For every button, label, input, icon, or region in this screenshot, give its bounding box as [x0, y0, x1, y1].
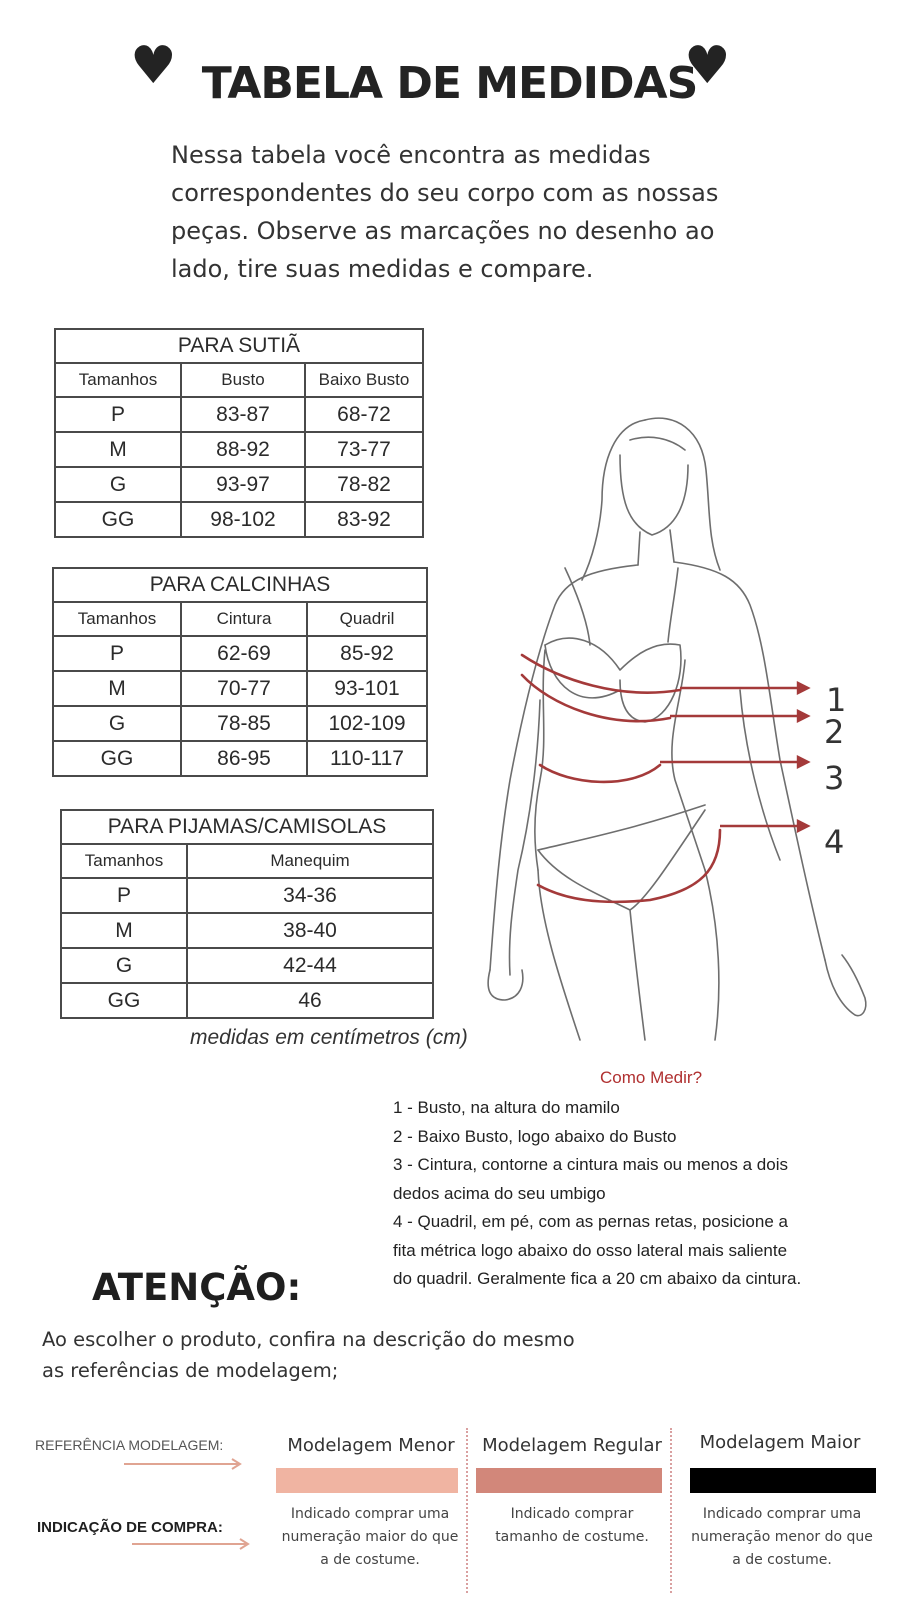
- intro-line: peças. Observe as marcações no desenho ao: [171, 217, 715, 245]
- unit-note: medidas em centímetros (cm): [190, 1026, 468, 1049]
- table-row: [53, 636, 427, 671]
- text-line: Indicado comprar uma: [702, 1506, 862, 1522]
- cell: M: [61, 913, 187, 948]
- cell: 38-40: [187, 913, 433, 948]
- cell: P: [55, 397, 181, 432]
- table-row: [61, 948, 433, 983]
- heart-icon-left: ♥: [130, 36, 177, 96]
- table-row: [53, 706, 427, 741]
- cell: 102-109: [307, 706, 427, 741]
- table-title: PARA SUTIÃ: [55, 329, 423, 363]
- cell: 70-77: [181, 671, 307, 706]
- cell: 73-77: [305, 432, 423, 467]
- divider: [670, 1428, 672, 1593]
- reference-label: REFERÊNCIA MODELAGEM:: [35, 1437, 224, 1453]
- column-header: Cintura: [181, 602, 307, 636]
- modelagem-menor-text: [272, 1503, 468, 1572]
- modelagem-regular-text: [474, 1503, 670, 1549]
- arrow-right-icon: [132, 1538, 254, 1550]
- marker-3: 3: [824, 759, 845, 797]
- cell: 68-72: [305, 397, 423, 432]
- step-line: 4 - Quadril, em pé, com as pernas retas, posicione a: [393, 1212, 788, 1231]
- cell: 34-36: [187, 878, 433, 913]
- step-line: 1 - Busto, na altura do mamilo: [393, 1098, 620, 1117]
- cell: GG: [53, 741, 181, 776]
- how-to-steps: [393, 1094, 883, 1294]
- cell: P: [61, 878, 187, 913]
- step-line: 3 - Cintura, contorne a cintura mais ou menos a dois: [393, 1155, 788, 1174]
- marker-2: 2: [824, 713, 845, 751]
- step-line: do quadril. Geralmente fica a 20 cm abaixo da cintura.: [393, 1269, 802, 1288]
- cell: G: [53, 706, 181, 741]
- page-title: TABELA DE MEDIDAS: [201, 58, 698, 109]
- step-line: 2 - Baixo Busto, logo abaixo do Busto: [393, 1126, 677, 1146]
- attention-title: ATENÇÃO:: [92, 1266, 302, 1309]
- cell: GG: [55, 502, 181, 537]
- text-line: Indicado comprar uma: [290, 1506, 450, 1522]
- table-row: [61, 878, 433, 913]
- cell: 42-44: [187, 948, 433, 983]
- modelagem-maior-title: Modelagem Maior: [699, 1432, 861, 1453]
- intro-line: correspondentes do seu corpo com as nossas: [171, 179, 719, 207]
- table-calcinhas: [52, 567, 428, 777]
- intro-line: lado, tire suas medidas e compare.: [171, 255, 594, 283]
- cell: 83-87: [181, 397, 305, 432]
- cell: 110-117: [307, 741, 427, 776]
- cell: 83-92: [305, 502, 423, 537]
- table-row: [55, 467, 423, 502]
- column-header: Tamanhos: [55, 363, 181, 397]
- intro-line: Nessa tabela você encontra as medidas: [171, 141, 651, 169]
- attention-line: Ao escolher o produto, confira na descrição do mesmo: [42, 1328, 575, 1351]
- cell: 46: [187, 983, 433, 1018]
- cell: M: [55, 432, 181, 467]
- text-line: numeração menor do que: [691, 1529, 873, 1545]
- cell: 93-101: [307, 671, 427, 706]
- cell: G: [61, 948, 187, 983]
- table-row: [55, 502, 423, 537]
- modelagem-regular-swatch: [476, 1468, 662, 1493]
- cell: 85-92: [307, 636, 427, 671]
- table-row: [55, 432, 423, 467]
- cell: 93-97: [181, 467, 305, 502]
- column-header: Tamanhos: [61, 844, 187, 878]
- table-row: [53, 671, 427, 706]
- intro-paragraph: [171, 136, 761, 288]
- cell: P: [53, 636, 181, 671]
- heart-icon-right: ♥: [684, 36, 731, 96]
- cell: 98-102: [181, 502, 305, 537]
- table-row: [55, 397, 423, 432]
- cell: 78-85: [181, 706, 307, 741]
- cell: 62-69: [181, 636, 307, 671]
- text-line: tamanho de costume.: [495, 1529, 649, 1545]
- cell: GG: [61, 983, 187, 1018]
- modelagem-menor-title: Modelagem Menor: [287, 1435, 455, 1456]
- text-line: numeração maior do que: [281, 1529, 459, 1545]
- modelagem-menor-swatch: [276, 1468, 458, 1493]
- attention-text: [42, 1324, 642, 1386]
- cell: 88-92: [181, 432, 305, 467]
- purchase-indication-label: INDICAÇÃO DE COMPRA:: [37, 1519, 223, 1536]
- step-line: fita métrica logo abaixo do osso lateral mais saliente: [393, 1240, 788, 1260]
- table-sutia: [54, 328, 424, 538]
- modelagem-regular-title: Modelagem Regular: [482, 1435, 662, 1456]
- column-header: Manequim: [187, 844, 433, 878]
- arrow-right-icon: [124, 1458, 246, 1470]
- table-title: PARA CALCINHAS: [53, 568, 427, 602]
- column-header: Baixo Busto: [305, 363, 423, 397]
- table-row: [53, 741, 427, 776]
- modelagem-maior-swatch: [690, 1468, 876, 1493]
- modelagem-maior-text: [684, 1503, 880, 1572]
- cell: G: [55, 467, 181, 502]
- column-header: Tamanhos: [53, 602, 181, 636]
- cell: 78-82: [305, 467, 423, 502]
- step-line: dedos acima do seu umbigo: [393, 1183, 606, 1203]
- column-header: Quadril: [307, 602, 427, 636]
- cell: M: [53, 671, 181, 706]
- table-title: PARA PIJAMAS/CAMISOLAS: [61, 810, 433, 844]
- marker-4: 4: [824, 823, 845, 861]
- table-pijamas: [60, 809, 434, 1019]
- marker-1: 1: [826, 681, 847, 719]
- cell: 86-95: [181, 741, 307, 776]
- table-row: [61, 983, 433, 1018]
- how-to-title: Como Medir?: [600, 1068, 703, 1087]
- text-line: Indicado comprar: [510, 1506, 634, 1522]
- attention-line: as referências de modelagem;: [42, 1359, 339, 1382]
- text-line: a de costume.: [732, 1552, 832, 1568]
- column-header: Busto: [181, 363, 305, 397]
- table-row: [61, 913, 433, 948]
- text-line: a de costume.: [320, 1552, 420, 1568]
